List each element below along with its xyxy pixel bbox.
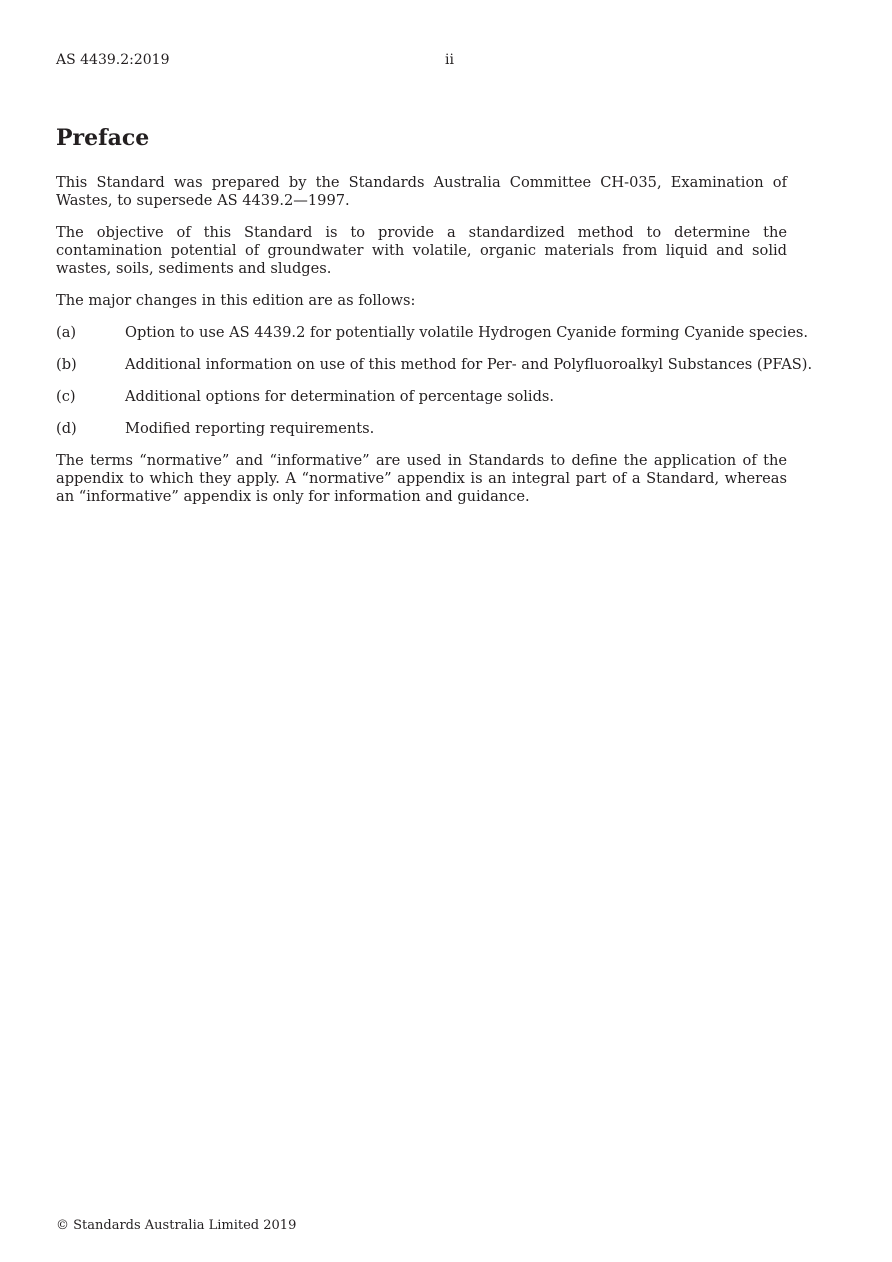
list-item-text: Additional information on use of this method for Per- and Polyfluoroalkyl Substances (PFAS).	[125, 356, 813, 373]
main-content	[56, 124, 813, 520]
copyright-footer: © Standards Australia Limited 2019	[56, 1218, 297, 1233]
list-item-text: Additional options for determination of percentage solids.	[125, 388, 555, 405]
list-marker: (a)	[56, 324, 77, 341]
standard-number: AS 4439.2:2019	[56, 52, 170, 68]
list-item-text: Modified reporting requirements.	[125, 420, 375, 437]
page-header	[56, 52, 786, 72]
paragraph-normative-informative: The terms “normative” and “informative” are used in Standards to define the application of the appendix to which they apply. A “normative” appendix is an integral part of a Standard, whereas an “informative” appendix is only for information and guidance.	[56, 452, 787, 505]
paragraph-prepared-by: This Standard was prepared by the Standards Australia Committee CH-035, Examination of Wastes, to supersede AS 4439.2—1997.	[56, 174, 787, 209]
list-item	[56, 388, 787, 406]
list-item	[56, 420, 787, 438]
list-marker: (d)	[56, 420, 77, 437]
page-title: Preface	[56, 125, 150, 151]
changes-list	[56, 324, 813, 438]
page-number: ii	[445, 52, 454, 68]
paragraph-changes-intro: The major changes in this edition are as follows:	[56, 292, 416, 309]
list-item-text: Option to use AS 4439.2 for potentially volatile Hydrogen Cyanide forming Cyanide species.	[125, 324, 808, 341]
list-item	[56, 356, 813, 374]
list-item	[56, 324, 808, 342]
list-marker: (b)	[56, 356, 77, 373]
paragraph-objective: The objective of this Standard is to provide a standardized method to determine the contamination potential of groundwater with volatile, organic materials from liquid and solid wastes, soils, sediments and sludges.	[56, 224, 787, 277]
list-marker: (c)	[56, 388, 76, 405]
